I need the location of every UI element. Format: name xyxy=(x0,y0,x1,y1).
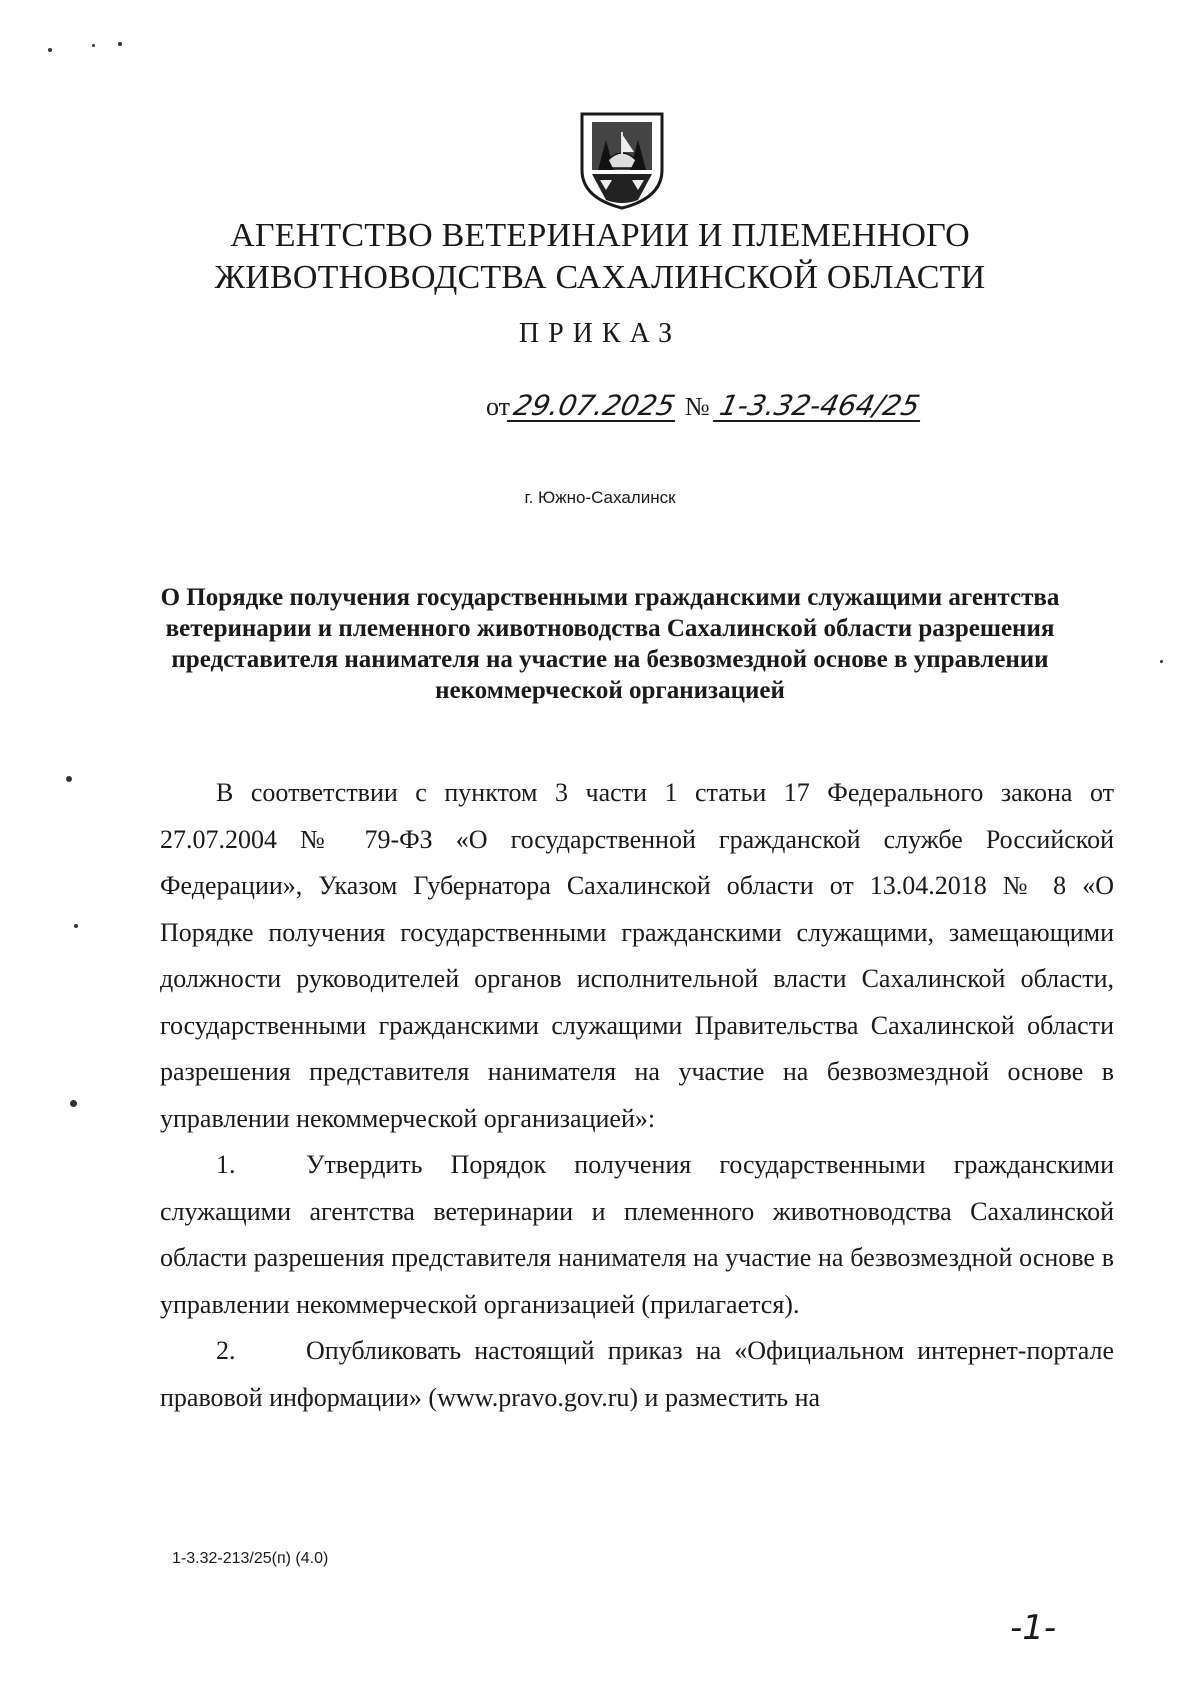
list-item xyxy=(160,1328,1114,1421)
agency-name-line2: ЖИВОТНОВОДСТВА САХАЛИНСКОЙ ОБЛАСТИ xyxy=(214,259,986,296)
document-code: 1-3.32-213/25(п) (4.0) xyxy=(172,1550,329,1567)
list-item xyxy=(160,1142,1114,1328)
order-date-number xyxy=(486,389,923,422)
document-type: ПРИКАЗ xyxy=(518,318,682,349)
scan-speck xyxy=(1160,660,1163,663)
scan-speck xyxy=(118,42,122,46)
handwritten-date: 29.07.2025 xyxy=(507,392,682,422)
handwritten-number: 1-3.32-464/25 xyxy=(713,392,926,422)
document-body xyxy=(160,770,1114,1421)
scan-speck xyxy=(70,1100,77,1107)
city-name: г. Южно-Сахалинск xyxy=(524,488,676,507)
intro-paragraph: В соответствии с пунктом 3 части 1 статьи 17 Федерального закона от 27.07.2004 № 79-ФЗ «О государственной гражданской службе Российской Федерации», Указом Губернатора Сахалинской области от 13.04.2018 № 8 «О Порядке получения государственными гражданскими служащими, замещающими должности руководителей органов исполнительной власти Сахалинской области, государственными гражданскими служащими Правительства Сахалинской области разрешения представителя нанимателя на участие на безвозмездной основе в управлении некоммерческой организацией»: xyxy=(160,778,1114,1133)
scan-speck xyxy=(92,44,95,47)
item-number: 2. xyxy=(216,1336,236,1365)
document-subject: О Порядке получения государственными гражданскими служащими агентства ветеринарии и племенного животноводства Сахалинской области разрешения представителя нанимателя на участие на безвозмездной основе в управлении некоммерческой организацией xyxy=(160,584,1060,704)
item-number: 1. xyxy=(216,1150,236,1179)
date-prefix: от xyxy=(486,392,511,421)
item-text: Утвердить Порядок получения государственными гражданскими служащими агентства ветеринарии и племенного животноводства Сахалинской области разрешения представителя нанимателя на участие на безвозмездной основе в управлении некоммерческой организацией (прилагается). xyxy=(160,1150,1114,1319)
scan-speck xyxy=(66,776,72,782)
coat-of-arms-icon xyxy=(578,110,666,210)
scan-speck xyxy=(74,924,78,928)
item-text: Опубликовать настоящий приказ на «Официальном интернет-портале правовой информации» (www.pravo.gov.ru) и разместить на xyxy=(160,1336,1114,1412)
number-prefix: № xyxy=(684,392,710,421)
agency-name-line1: АГЕНТСТВО ВЕТЕРИНАРИИ И ПЛЕМЕННОГО xyxy=(230,217,970,254)
page-number: -1- xyxy=(1010,1608,1057,1648)
scan-speck xyxy=(48,48,52,52)
